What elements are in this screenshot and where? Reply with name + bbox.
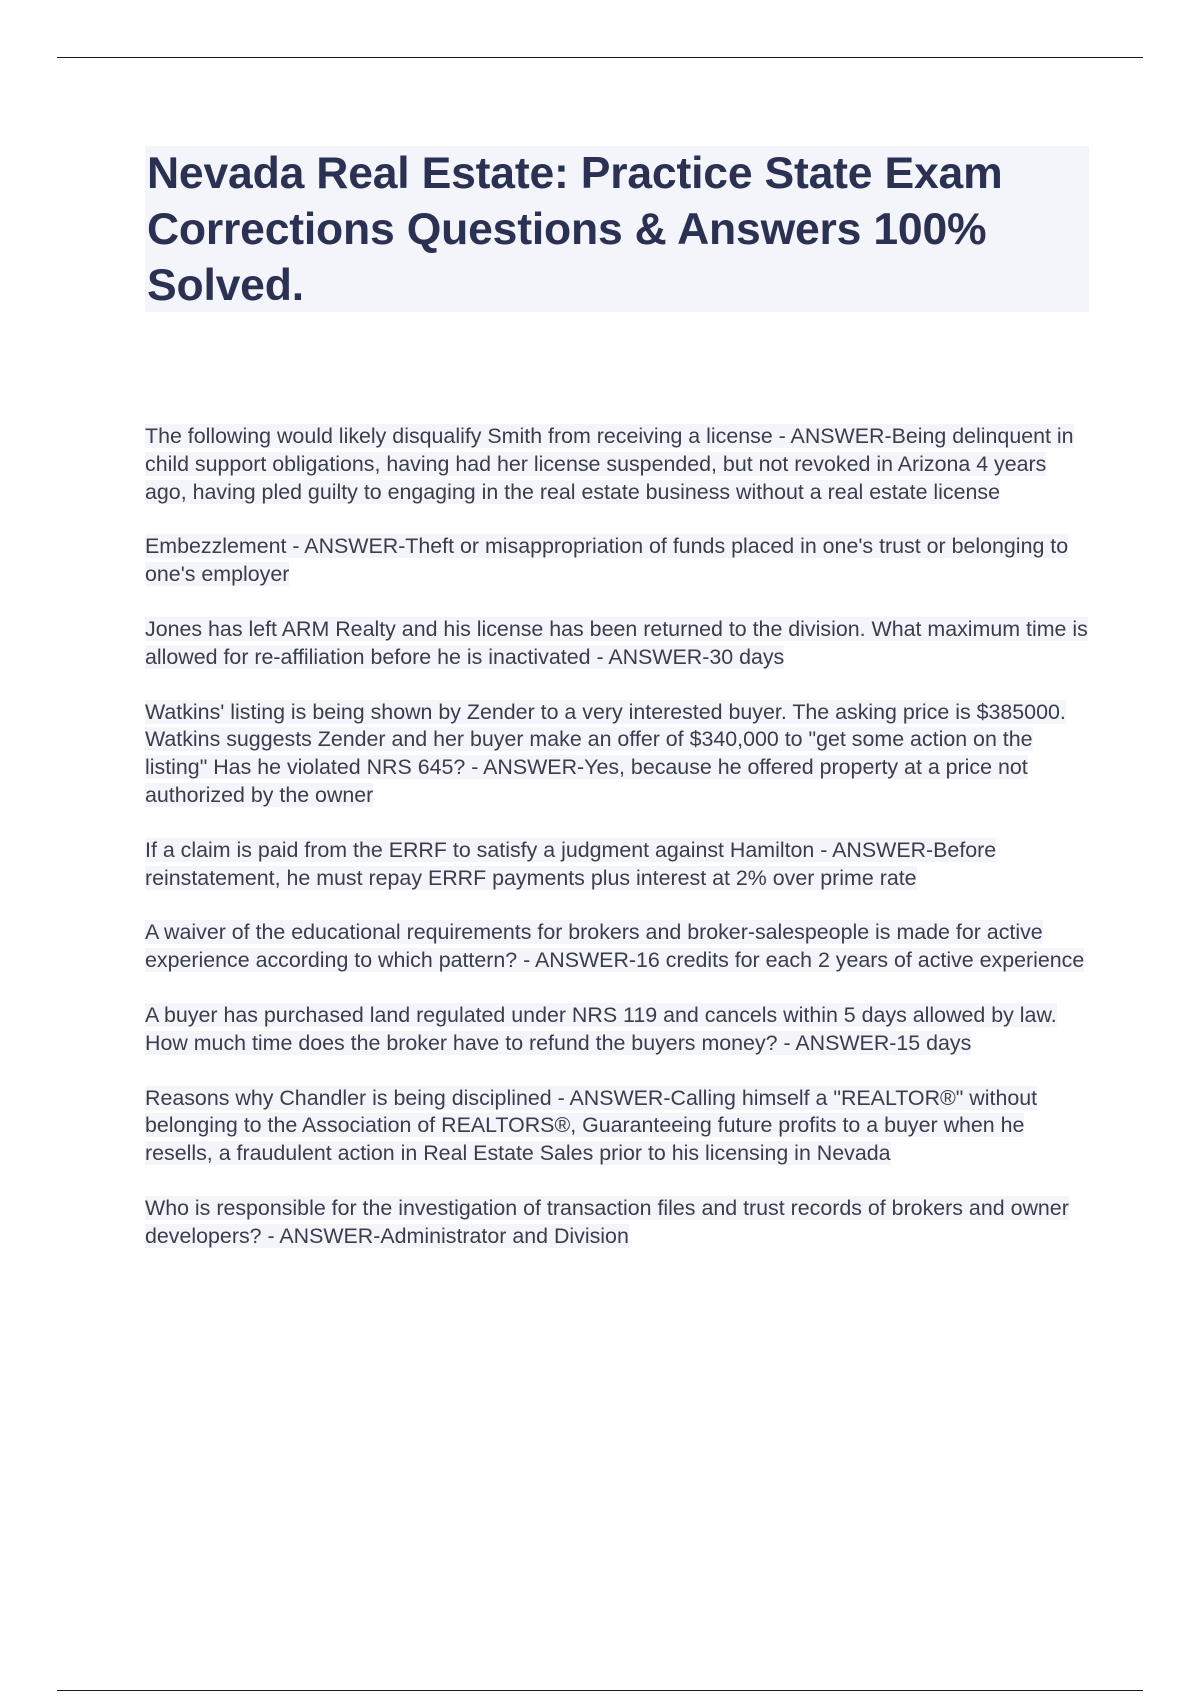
qa-item [145,699,1090,810]
qa-text: Reasons why Chandler is being disciplined - ANSWER-Calling himself a "REALTOR®" without belonging to the Association of REALTORS®, Guaranteeing future profits to a buyer when he resells, a fraudulent action in Real Estate Sales prior to his licensing in Nevada [145,1085,1038,1166]
qa-item [145,423,1090,506]
qa-item [145,1085,1090,1168]
qa-item [145,1195,1090,1251]
qa-list [145,423,1090,1278]
qa-text: A buyer has purchased land regulated under NRS 119 and cancels within 5 days allowed by law. How much time does the broker have to refund the buyers money? - ANSWER-15 days [145,1002,1057,1055]
qa-text: Watkins' listing is being shown by Zender to a very interested buyer. The asking price is $385000. Watkins suggests Zender and her buyer make an offer of $340,000 to "get some action on the listing" Has he violated NRS 645? - ANSWER-Yes, because he offered property at a price not authorized by the owner [145,699,1066,807]
qa-item [145,837,1090,893]
qa-text: The following would likely disqualify Smith from receiving a license - ANSWER-Being delinquent in child support obligations, having had her license suspended, but not revoked in Arizona 4 years ago, having pled guilty to engaging in the real estate business without a real estate license [145,424,1074,504]
qa-text: If a claim is paid from the ERRF to satisfy a judgment against Hamilton - ANSWER-Before reinstatement, he must repay ERRF payments plus interest at 2% over prime rate [145,837,997,890]
qa-text: Embezzlement - ANSWER-Theft or misappropriation of funds placed in one's trust or belonging to one's employer [145,534,1069,587]
document-title: Nevada Real Estate: Practice State Exam Corrections Questions & Answers 100% Solved. [147,149,1003,310]
qa-text: Who is responsible for the investigation of transaction files and trust records of brokers and owner developers? - ANSWER-Administrator and Division [145,1195,1069,1248]
qa-text: A waiver of the educational requirements for brokers and broker-salespeople is made for active experience according to which pattern? - ANSWER-16 credits for each 2 years of active experience [145,920,1085,973]
qa-item [145,919,1090,975]
title-block [145,146,1089,312]
qa-text: Jones has left ARM Realty and his license has been returned to the division. What maximum time is allowed for re-affiliation before he is inactivated - ANSWER-30 days [145,616,1088,669]
footer-rule [57,1690,1143,1691]
qa-item [145,616,1090,672]
qa-item [145,1002,1090,1058]
qa-item [145,533,1090,589]
header-rule [57,57,1143,58]
